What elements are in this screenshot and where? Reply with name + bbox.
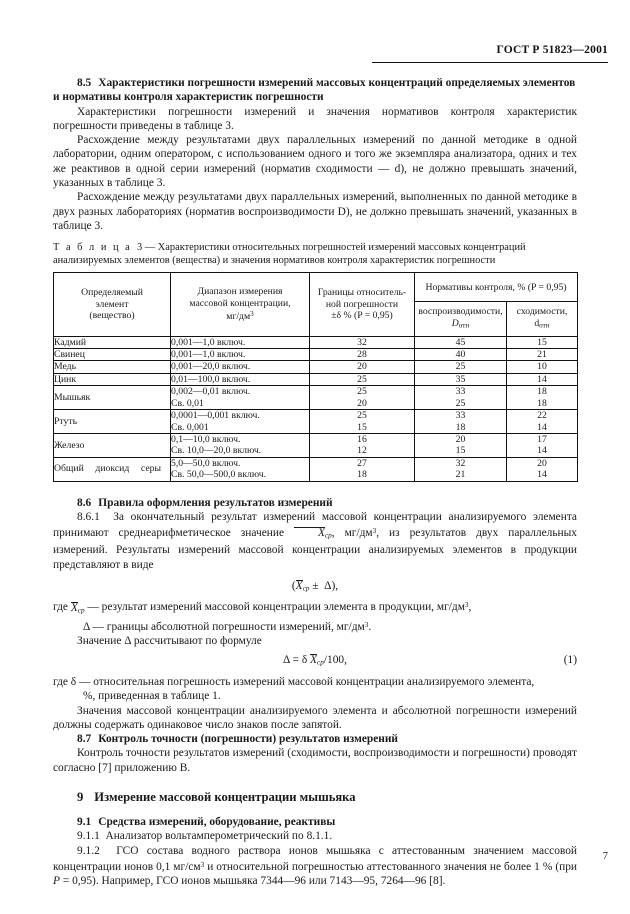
section-8-5-number: 8.5 [77,77,92,89]
cell-error-bound [310,410,415,434]
table-row [54,361,578,373]
cell-error-bound-line: 28 [357,349,367,361]
cell-range-line: 0,001—1,0 включ. [171,336,246,348]
cell-element: Кадмий [54,336,171,348]
table-3-header-control-norms: Нормативы контроля, % (P = 0,95) [415,273,578,302]
cell-reproducibility-line: 40 [455,349,466,361]
page-header-standard-number: ГОСТ Р 51823—2001 [496,44,608,56]
section-8-7-heading [53,732,577,746]
table-3-header-error-bounds [310,273,415,336]
section-8-7-paragraph: Контроль точности результатов измерений (сходимости, воспроизводимости и погрешности) проводят согласно [7] приложению В. [53,747,577,774]
cell-range [171,373,310,385]
section-9-number: 9 [77,790,84,804]
cell-error-bound [310,361,415,373]
cell-repeatability-line: 14 [537,421,547,433]
table-3-caption [53,241,577,267]
cell-range [171,386,310,410]
cell-reproducibility [415,349,507,361]
section-8-6-1-text-c: , из результатов двух параллельных измерений. Результаты измерений массовой концентрации анализируемых элементов в продукции представляют в виде [53,527,577,571]
cell-element: Общий диоксид серы [54,457,171,481]
table-3-header-range [171,273,310,336]
cell-repeatability-line: 14 [537,373,547,385]
cell-error-bound-line: 27 [357,457,367,469]
cell-range [171,410,310,434]
table-3-body [54,336,578,481]
section-8-7-title: Контроль точности (погрешности) результатов измерений [98,733,398,746]
cell-reproducibility [415,361,507,373]
formula-1-row [53,652,577,671]
section-9-1-2-text-d: = 0,95). Например, ГСО ионов мышьяка 7344—96 или 7143—95, 7264—96 [8]. [59,875,446,888]
cell-error-bound-line: 12 [357,445,367,457]
cell-element: Мышьяк [54,386,171,410]
cell-reproducibility [415,373,507,385]
cell-range [171,349,310,361]
cell-error-bound-line: 15 [357,421,367,433]
cell-repeatability-line: 21 [537,349,547,361]
section-8-6-number: 8.6 [77,496,92,509]
header-divider-rule [372,62,608,63]
cell-repeatability-line: 14 [537,469,547,481]
cell-range [171,336,310,348]
units-exponent-2: 3 [464,601,469,610]
cell-element: Медь [54,361,171,373]
cell-range [171,433,310,457]
table-3-caption-number: 3 [136,242,143,254]
section-8-5-heading [53,76,577,105]
section-8-6-1-text-b: , мг/дм [331,527,373,540]
cell-error-bound-line: 18 [357,469,367,481]
cell-error-bound [310,373,415,385]
section-8-6-1-number: 8.6.1 [77,510,100,523]
x-mean-symbol-where: $X_{ср}$ [70,601,85,615]
cell-repeatability-line: 18 [537,386,547,398]
cell-repeatability [507,336,578,348]
section-9-1-2-text-a: ГСО состава водного раствора ионов мышьяка с аттестованным значением массовой концентрации ионов 0,1 мг/см [53,844,577,874]
section-8-6-1-text-a: За окончательный результат измерений массовой концентрации анализируемого элемента принимают среднеарифметическое значение [53,510,577,540]
header-range-line2: массовой концентрации, [189,297,291,309]
cell-range-line: 5,0—50,0 включ. [171,457,241,469]
cell-repeatability-line: 20 [537,457,547,469]
cell-reproducibility-line: 25 [455,397,466,409]
section-9-heading [53,789,577,805]
table-row [54,410,578,434]
cell-error-bound-line: 16 [357,433,367,445]
cell-reproducibility-line: 45 [455,336,466,348]
cell-range [171,457,310,481]
table-row [54,457,578,481]
cell-repeatability [507,457,578,481]
cell-reproducibility-line: 21 [455,469,466,481]
where-clause-delta-relative-line2: %, приведенная в таблице 1. [83,690,221,703]
where-clause-delta-relative-line1: где δ — относительная погрешность измерений массовой концентрации анализируемого элемента, [53,675,535,688]
cell-reproducibility [415,433,507,457]
header-error-line2: ной погрешности [325,298,399,310]
cell-range [171,361,310,373]
header-repro-subscript: отн [458,321,470,330]
header-repeat-subscript: отн [539,321,550,330]
section-9-1-number: 9.1 [77,816,92,828]
table-row [54,433,578,457]
cell-reproducibility-line: 32 [455,457,466,469]
cell-error-bound-line: 25 [357,373,367,385]
probability-symbol: P [53,875,60,888]
where-clause-delta: Δ — границы абсолютной погрешности измерений, $мг/дм^3$. [83,620,372,633]
header-repeat-label: сходимости, d [516,306,568,329]
section-9-1-1-number: 9.1.1 [77,830,100,843]
delta-calc-intro: Значение Δ рассчитывают по формуле [77,635,262,648]
table-row [54,373,578,385]
cell-range-line: 0,1—10,0 включ. [171,433,241,445]
cell-range-line: Св. 50,0—500,0 включ. [171,469,267,481]
cell-reproducibility [415,386,507,410]
cell-repeatability-line: 10 [537,361,547,373]
cell-repeatability [507,361,578,373]
header-range-line1: Диапазон измерения [197,286,283,298]
cell-element: Ртуть [54,410,171,434]
section-8-7-number: 8.7 [77,733,92,746]
table-3-header-element [54,273,171,336]
cell-reproducibility-line: 18 [455,421,466,433]
cell-repeatability [507,433,578,457]
where-text-2: Δ — границы абсолютной погрешности измерений, мг/дм [83,620,365,633]
table-3-caption-label: Т а б л и ц а [53,242,132,254]
cell-error-bound-line: 20 [357,361,367,373]
cell-element: Цинк [54,373,171,385]
cell-reproducibility-line: 35 [455,373,466,385]
header-range-exponent: 3 [250,310,254,319]
page-number: 7 [602,851,608,862]
header-error-line3: ±δ % (P = 0,95) [331,310,393,322]
cell-range-line: Св. 0,01 [171,397,204,409]
section-8-5-title: Характеристики погрешности измерений массовых концентраций определяемых элементов и нормативы контроля характеристик погрешности [53,77,576,104]
cell-repeatability [507,349,578,361]
table-row [54,336,578,348]
cell-error-bound-line: 25 [357,410,367,422]
section-9-1-2-text-b: и относительной погрешностью аттестованного значения не более 1 % (при [204,861,577,874]
cell-repeatability [507,410,578,434]
section-8-5-paragraph-2: Расхождение между результатами двух параллельных измерений по данной методике в одной лаборатории, одним оператором, с использованием одного и того же экземпляра анализатора, одних и тех же реактивов в одной серии измерений (норматив сходимости — d), не должно превышать значений, указанных в таблице 3. [53,134,577,190]
section-8-6-last-paragraph: Значения массовой концентрации анализируемого элемента и абсолютной погрешности измерений должны содержать одинаковое число знаков после запятой. [53,704,577,731]
section-9-1-1-paragraph [53,829,577,843]
section-8-5-paragraph-1: Характеристики погрешности измерений и значения нормативов контроля характеристик погрешности приведены в таблице 3. [53,105,577,132]
cell-error-bound [310,336,415,348]
header-element-line2: элемент [95,298,129,310]
where-prefix-1: где [53,601,71,614]
formula-1-number: (1) [563,654,577,667]
cell-error-bound [310,457,415,481]
cell-repeatability-line: 15 [537,336,547,348]
section-9-1-title: Средства измерений, оборудование, реактивы [98,816,336,828]
header-element-line1: Определяемый [81,287,143,299]
cell-repeatability [507,373,578,385]
cell-range-line: Св. 0,001 [171,421,209,433]
section-9-1-2-paragraph [53,844,577,889]
cell-reproducibility [415,410,507,434]
cell-range-line: 0,002—0,01 включ. [171,386,251,398]
x-mean-symbol-inline: $X_{ср}$ [294,527,332,539]
where-clause-x-mean: где $X_{ср}$ — результат измерений массовой концентрации элемента в продукции, $мг/дм^3$, [53,601,472,615]
units-exponent-4: 3 [200,860,205,869]
page-content [53,76,577,889]
section-8-5-paragraph-3: Расхождение между результатами двух параллельных измерений, выполненных по данной методике в двух разных лабораториях (норматив воспроизводимости D), не должно превышать значений, указанных в таблице 3. [53,191,577,232]
cell-reproducibility [415,457,507,481]
cell-error-bound [310,386,415,410]
table-3-caption-text: Характеристики относительных погрешностей измерений массовых концентраций анализируемых элементов (вещества) и значения нормативов контроля характеристик погрешности [53,242,526,267]
section-8-6-heading [53,496,577,510]
section-9-1-1-text: Анализатор вольтамперометрический по 8.1.1. [105,830,333,843]
cell-repeatability-line: 18 [537,397,547,409]
section-9-1-2-number: 9.1.2 [77,844,100,857]
cell-error-bound-line: 32 [357,336,367,348]
table-3-header-repeatability [507,302,578,336]
header-element-line3: (вещество) [89,310,135,322]
units-exponent-1: 3 [372,527,377,536]
cell-range-line: Св. 10,0—20,0 включ. [171,445,262,457]
cell-repeatability [507,386,578,410]
table-3-caption-dash: — [144,242,156,254]
cell-range-line: 0,001—1,0 включ. [171,349,246,361]
cell-reproducibility-line: 25 [455,361,466,373]
units-exponent-3: 3 [364,620,369,629]
cell-error-bound [310,433,415,457]
header-range-line3: мг/дм [226,311,251,323]
cell-reproducibility-line: 20 [455,433,466,445]
formula-result-representation: $(X_{ср} \pm \Delta)$, [291,579,339,593]
table-3-header-reproducibility [415,302,507,336]
section-8-6-1-paragraph [53,510,577,572]
cell-reproducibility-line: 33 [455,410,466,422]
where-text-1: — результат измерений массовой концентрации элемента в продукции, мг/дм [84,601,465,614]
cell-reproducibility-line: 33 [455,386,466,398]
cell-range-line: 0,01—100,0 включ. [171,373,251,385]
table-row [54,349,578,361]
header-error-line1: Границы относитель- [317,287,407,299]
formula-1-expression: Δ = δ $X_{ср}/100$, [283,654,347,667]
section-8-6-title: Правила оформления результатов измерений [98,496,333,509]
header-repro-line1: воспроизводимости, [418,306,503,318]
section-9-title: Измерение массовой концентрации мышьяка [94,790,356,804]
cell-range-line: 0,0001—0,001 включ. [171,410,260,422]
cell-element: Свинец [54,349,171,361]
cell-error-bound-line: 20 [357,397,367,409]
cell-error-bound [310,349,415,361]
cell-repeatability-line: 22 [537,410,547,422]
table-3-head [54,273,578,336]
section-9-1-heading [53,815,577,829]
table-row [54,386,578,410]
cell-repeatability-line: 17 [537,433,547,445]
cell-repeatability-line: 14 [537,445,547,457]
table-3 [53,272,578,481]
cell-reproducibility-line: 15 [455,445,466,457]
header-repro-symbol: D [451,317,459,329]
cell-range-line: 0,001—20,0 включ. [171,361,251,373]
cell-element: Железо [54,433,171,457]
cell-reproducibility [415,336,507,348]
cell-error-bound-line: 25 [357,386,367,398]
